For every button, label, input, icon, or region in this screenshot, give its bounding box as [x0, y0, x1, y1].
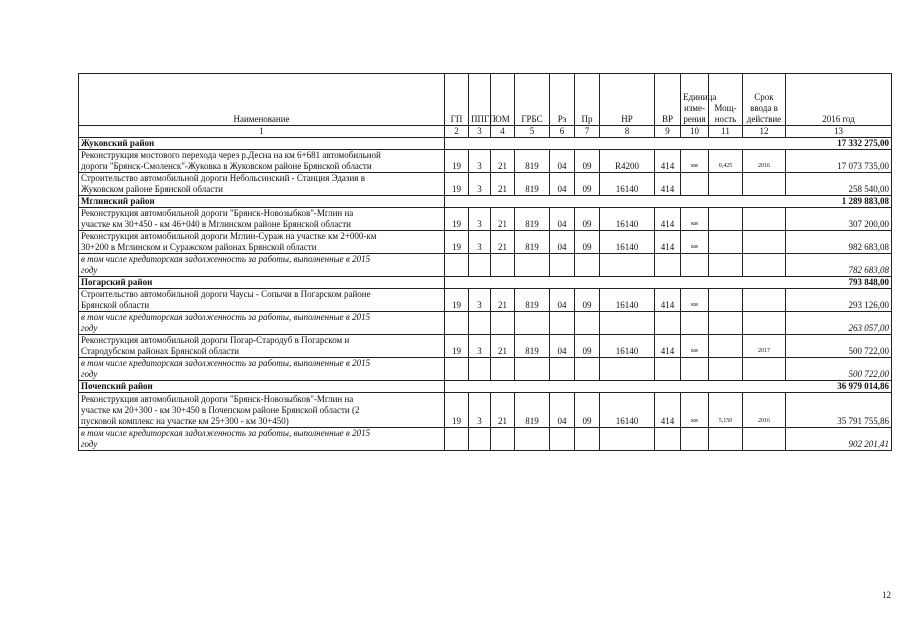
name-line: году	[81, 369, 98, 379]
cell-ppgp	[469, 312, 491, 335]
name-line: Строительство автомобильной дороги Небольсинский - Станция Эдазия в	[81, 173, 365, 183]
cell-ppgp	[469, 358, 491, 381]
cell-unit: км	[681, 231, 709, 254]
cell-pr: 09	[575, 393, 600, 428]
cell-power: 0,425	[709, 150, 743, 173]
name-line: Реконструкция автомобильной дороги Мглин-Сураж на участке км 2+000-км	[81, 231, 377, 241]
column-number: 12	[743, 126, 786, 138]
cell-deadline: 2016	[743, 393, 786, 428]
cell-om: 21	[491, 231, 515, 254]
name-line: в том числе кредиторская задолженность за работы, выполненные в 2015	[81, 254, 371, 264]
cell-power	[709, 358, 743, 381]
cell-vr: 414	[655, 393, 681, 428]
column-number: 4	[491, 126, 515, 138]
cell-vr: 414	[655, 231, 681, 254]
note-row	[79, 254, 892, 277]
name-line: в том числе кредиторская задолженность за работы, выполненные в 2015	[81, 312, 371, 322]
name-line: участке км 20+300 - км 30+450 в Почепском районе Брянской области (2	[81, 405, 360, 415]
cell-deadline	[743, 312, 786, 335]
name-line: Реконструкция мостового перехода через р.Десна на км 6+681 автомобильной	[81, 150, 381, 160]
column-number: 5	[515, 126, 550, 138]
name-line: Реконструкция автомобильной дороги Погар-Стародуб в Погарском и	[81, 335, 350, 345]
page-number: 12	[882, 590, 891, 600]
district-row	[79, 381, 892, 393]
cell-ppgp: 3	[469, 150, 491, 173]
cell-deadline	[743, 231, 786, 254]
header-power: Мощ-ность	[709, 74, 743, 126]
cell-nr: 16140	[600, 173, 655, 196]
cell-nr: 16140	[600, 231, 655, 254]
header-nr: НР	[600, 74, 655, 126]
cell-name	[79, 393, 445, 428]
cell-power	[709, 335, 743, 358]
note-row	[79, 358, 892, 381]
cell-name	[79, 173, 445, 196]
table-body	[79, 74, 892, 451]
cell-rz: 04	[550, 289, 575, 312]
cell-unit: км	[681, 208, 709, 231]
name-line: Реконструкция автомобильной дороги "Брянск-Новозыбков"-Мглин на	[81, 394, 354, 404]
cell-rz: 04	[550, 173, 575, 196]
column-number: 13	[786, 126, 892, 138]
cell-deadline: 2016	[743, 150, 786, 173]
cell-nr	[600, 428, 655, 451]
cell-grbs	[515, 312, 550, 335]
cell-amount: 307 200,00	[786, 208, 892, 231]
cell-rz	[550, 312, 575, 335]
column-number: 6	[550, 126, 575, 138]
cell-pr: 09	[575, 335, 600, 358]
cell-om	[491, 358, 515, 381]
cell-power	[709, 312, 743, 335]
cell-vr	[655, 428, 681, 451]
cell-name: Погарский район	[79, 277, 445, 289]
cell-pr	[575, 428, 600, 451]
cell-pr: 09	[575, 231, 600, 254]
cell-rz	[550, 254, 575, 277]
cell-grbs: 819	[515, 289, 550, 312]
cell-amount: 36 979 014,86	[786, 381, 892, 393]
cell-ppgp: 3	[469, 208, 491, 231]
cell-name	[79, 254, 445, 277]
cell-om	[491, 254, 515, 277]
cell-name	[79, 358, 445, 381]
cell-ppgp	[469, 428, 491, 451]
cell-vr: 414	[655, 335, 681, 358]
cell-nr	[600, 358, 655, 381]
cell-name: Жуковский район	[79, 138, 445, 150]
cell-gp	[445, 312, 469, 335]
cell-gp: 19	[445, 231, 469, 254]
cell-deadline	[743, 173, 786, 196]
cell-name	[79, 208, 445, 231]
cell-deadline	[743, 428, 786, 451]
cell-unit	[681, 358, 709, 381]
cell-nr: 16140	[600, 289, 655, 312]
cell-nr	[600, 312, 655, 335]
cell-name	[79, 312, 445, 335]
cell-om: 21	[491, 393, 515, 428]
cell-om	[491, 428, 515, 451]
cell-deadline	[743, 208, 786, 231]
header-rz: Рз	[550, 74, 575, 126]
cell-power: 5,150	[709, 393, 743, 428]
cell-rz	[550, 428, 575, 451]
cell-unit: км	[681, 289, 709, 312]
header-year: 2016 год	[786, 74, 892, 126]
name-line: Реконструкция автомобильной дороги "Брянск-Новозыбков"-Мглин на	[81, 208, 354, 218]
cell-amount: 793 848,00	[786, 277, 892, 289]
column-number: 2	[445, 126, 469, 138]
name-line: в том числе кредиторская задолженность за работы, выполненные в 2015	[81, 428, 371, 438]
header-grbs: ГРБС	[515, 74, 550, 126]
cell-deadline	[743, 358, 786, 381]
cell-ppgp: 3	[469, 231, 491, 254]
cell-gp: 19	[445, 335, 469, 358]
cell-name	[79, 150, 445, 173]
cell-name	[79, 231, 445, 254]
column-number: 10	[681, 126, 709, 138]
cell-om: 21	[491, 208, 515, 231]
cell-pr	[575, 358, 600, 381]
cell-om	[491, 312, 515, 335]
cell-vr	[655, 254, 681, 277]
cell-om: 21	[491, 150, 515, 173]
cell-power	[709, 231, 743, 254]
cell-gp	[445, 428, 469, 451]
cell-rz: 04	[550, 231, 575, 254]
cell-grbs: 819	[515, 150, 550, 173]
cell-vr: 414	[655, 208, 681, 231]
cell-amount: 982 683,08	[786, 231, 892, 254]
cell-unit	[681, 312, 709, 335]
cell-gp: 19	[445, 208, 469, 231]
cell-amount: 17 073 735,00	[786, 150, 892, 173]
cell-pr: 09	[575, 289, 600, 312]
cell-amount: 1 289 883,08	[786, 196, 892, 208]
cell-unit	[681, 428, 709, 451]
name-line: пусковой комплекс на участке км 25+300 - км 30+450)	[81, 416, 289, 426]
cell-grbs	[515, 358, 550, 381]
column-number: 8	[600, 126, 655, 138]
name-line: дороги "Брянск-Смоленск"-Жуковка в Жуковском районе Брянской области	[81, 161, 372, 171]
cell-deadline	[743, 289, 786, 312]
cell-rz: 04	[550, 150, 575, 173]
table-row	[79, 393, 892, 428]
district-row	[79, 277, 892, 289]
cell-amount: 500 722,00	[786, 335, 892, 358]
name-line: участке км 30+450 - км 46+040 в Мглинском районе Брянской области	[81, 219, 351, 229]
cell-gp	[445, 254, 469, 277]
name-line: Жуковском районе Брянской области	[81, 184, 223, 194]
cell-rz: 04	[550, 393, 575, 428]
header-unit: Единица изме-рения	[681, 74, 709, 126]
cell-amount: 782 683,08	[786, 254, 892, 277]
cell-ppgp: 3	[469, 173, 491, 196]
cell-empty	[445, 381, 786, 393]
header-gp: ГП	[445, 74, 469, 126]
cell-power	[709, 173, 743, 196]
cell-vr: 414	[655, 150, 681, 173]
cell-ppgp: 3	[469, 393, 491, 428]
table-row	[79, 335, 892, 358]
cell-vr	[655, 312, 681, 335]
cell-amount: 258 540,00	[786, 173, 892, 196]
cell-vr: 414	[655, 173, 681, 196]
district-row	[79, 196, 892, 208]
cell-nr: 16140	[600, 393, 655, 428]
table-row	[79, 150, 892, 173]
name-line: Брянской области	[81, 300, 150, 310]
cell-amount: 293 126,00	[786, 289, 892, 312]
cell-ppgp: 3	[469, 335, 491, 358]
cell-amount: 35 791 755,86	[786, 393, 892, 428]
name-line: Стародубском районах Брянской области	[81, 346, 239, 356]
note-row	[79, 428, 892, 451]
cell-gp: 19	[445, 289, 469, 312]
cell-pr	[575, 254, 600, 277]
header-deadline: Срок ввода в действие	[743, 74, 786, 126]
cell-grbs	[515, 428, 550, 451]
cell-ppgp	[469, 254, 491, 277]
header-row	[79, 74, 892, 126]
cell-pr	[575, 312, 600, 335]
header-name: Наименование	[79, 74, 445, 126]
cell-grbs: 819	[515, 393, 550, 428]
column-number: 1	[79, 126, 445, 138]
cell-empty	[445, 277, 786, 289]
name-line: году	[81, 265, 98, 275]
cell-gp: 19	[445, 173, 469, 196]
cell-vr: 414	[655, 289, 681, 312]
cell-vr	[655, 358, 681, 381]
cell-name	[79, 289, 445, 312]
district-row	[79, 138, 892, 150]
table-row	[79, 208, 892, 231]
name-line: Строительство автомобильной дороги Чаусы - Сопычи в Погарском районе	[81, 289, 371, 299]
cell-name: Мглинский район	[79, 196, 445, 208]
cell-pr: 09	[575, 173, 600, 196]
column-number: 11	[709, 126, 743, 138]
cell-nr	[600, 254, 655, 277]
cell-unit: км	[681, 393, 709, 428]
note-row	[79, 312, 892, 335]
budget-table	[78, 73, 892, 451]
cell-om: 21	[491, 289, 515, 312]
header-vr: ВР	[655, 74, 681, 126]
cell-amount: 17 332 275,00	[786, 138, 892, 150]
cell-deadline: 2017	[743, 335, 786, 358]
cell-pr: 09	[575, 208, 600, 231]
column-number: 3	[469, 126, 491, 138]
column-number: 9	[655, 126, 681, 138]
cell-om: 21	[491, 335, 515, 358]
cell-rz: 04	[550, 335, 575, 358]
cell-unit: км	[681, 150, 709, 173]
cell-power	[709, 254, 743, 277]
cell-empty	[445, 196, 786, 208]
cell-amount: 263 057,00	[786, 312, 892, 335]
cell-empty	[445, 138, 786, 150]
cell-rz	[550, 358, 575, 381]
cell-power	[709, 428, 743, 451]
name-line: году	[81, 323, 98, 333]
cell-amount: 500 722,00	[786, 358, 892, 381]
name-line: в том числе кредиторская задолженность за работы, выполненные в 2015	[81, 358, 371, 368]
table-row	[79, 231, 892, 254]
name-line: году	[81, 439, 98, 449]
cell-grbs	[515, 254, 550, 277]
cell-unit: км	[681, 335, 709, 358]
cell-unit	[681, 173, 709, 196]
cell-nr: 16140	[600, 208, 655, 231]
cell-name	[79, 428, 445, 451]
cell-gp	[445, 358, 469, 381]
column-number-row	[79, 126, 892, 138]
cell-rz: 04	[550, 208, 575, 231]
cell-deadline	[743, 254, 786, 277]
name-line: 30+200 в Мглинском и Суражском районах Брянской области	[81, 242, 317, 252]
cell-gp: 19	[445, 393, 469, 428]
table-row	[79, 289, 892, 312]
header-pr: Пр	[575, 74, 600, 126]
cell-unit	[681, 254, 709, 277]
cell-pr: 09	[575, 150, 600, 173]
cell-ppgp: 3	[469, 289, 491, 312]
cell-name	[79, 335, 445, 358]
cell-grbs: 819	[515, 208, 550, 231]
cell-grbs: 819	[515, 335, 550, 358]
cell-name: Почепский район	[79, 381, 445, 393]
cell-power	[709, 289, 743, 312]
cell-power	[709, 208, 743, 231]
cell-amount: 902 201,41	[786, 428, 892, 451]
cell-grbs: 819	[515, 231, 550, 254]
cell-gp: 19	[445, 150, 469, 173]
cell-grbs: 819	[515, 173, 550, 196]
cell-nr: 16140	[600, 335, 655, 358]
header-om: ОМ	[491, 74, 515, 126]
cell-nr: R4200	[600, 150, 655, 173]
column-number: 7	[575, 126, 600, 138]
cell-om: 21	[491, 173, 515, 196]
header-ppgp: ППГП	[469, 74, 491, 126]
table-row	[79, 173, 892, 196]
